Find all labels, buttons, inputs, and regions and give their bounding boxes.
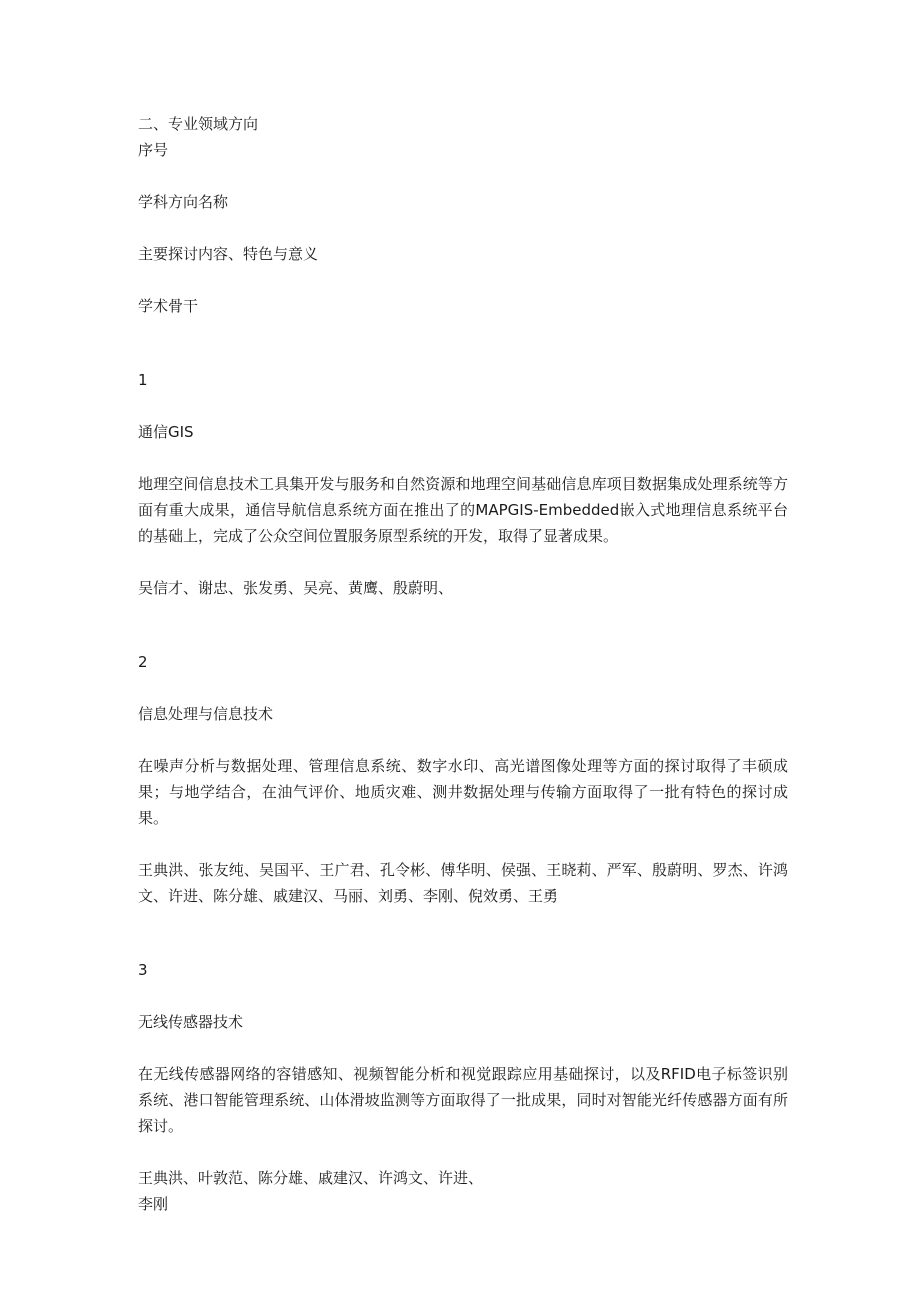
entry-description: 地理空间信息技术工具集开发与服务和自然资源和地理空间基础信息库项目数据集成处理系统等方面有重大成果，通信导航信息系统方面在推出了的MAPGIS-Embedded嵌入式地理信息系统平台的基础上，完成了公众空间位置服务原型系统的开发，取得了显著成果。	[138, 475, 788, 545]
entry-description: 在噪声分析与数据处理、管理信息系统、数字水印、高光谱图像处理等方面的探讨取得了丰硕成果；与地学结合，在油气评价、地质灾难、测井数据处理与传输方面取得了一批有特色的探讨成果。	[138, 757, 788, 827]
header-direction: 学科方向名称	[138, 193, 229, 211]
entry-name: 通信GIS	[138, 423, 194, 441]
header-content: 主要探讨内容、特色与意义	[138, 245, 319, 263]
entry-index: 1	[138, 371, 148, 389]
entry-index: 3	[138, 961, 148, 979]
section-title: 二、专业领域方向	[138, 115, 259, 133]
entry-name: 信息处理与信息技术	[138, 705, 274, 723]
document-page	[138, 111, 788, 1217]
entry-staff: 吴信才、谢忠、张发勇、吴亮、黄鹰、殷蔚明、	[138, 579, 454, 597]
entry-staff: 王典洪、叶敦范、陈分雄、戚建汉、许鸿文、许进、	[138, 1169, 484, 1187]
entry-staff: 王典洪、张友纯、吴国平、王广君、孔令彬、傅华明、侯强、王晓莉、严军、殷蔚明、罗杰、许鸿文、许进、陈分雄、戚建汉、马丽、刘勇、李刚、倪效勇、王勇	[138, 861, 788, 905]
header-staff: 学术骨干	[138, 297, 199, 315]
entry-staff-continued: 李刚	[138, 1195, 169, 1213]
header-index: 序号	[138, 141, 169, 159]
entry-name: 无线传感器技术	[138, 1013, 244, 1031]
entry-index: 2	[138, 653, 148, 671]
entry-description: 在无线传感器网络的容错感知、视频智能分析和视觉跟踪应用基础探讨，以及RFID电子标签识别系统、港口智能管理系统、山体滑坡监测等方面取得了一批成果，同时对智能光纤传感器方面有所探讨。	[138, 1065, 788, 1135]
